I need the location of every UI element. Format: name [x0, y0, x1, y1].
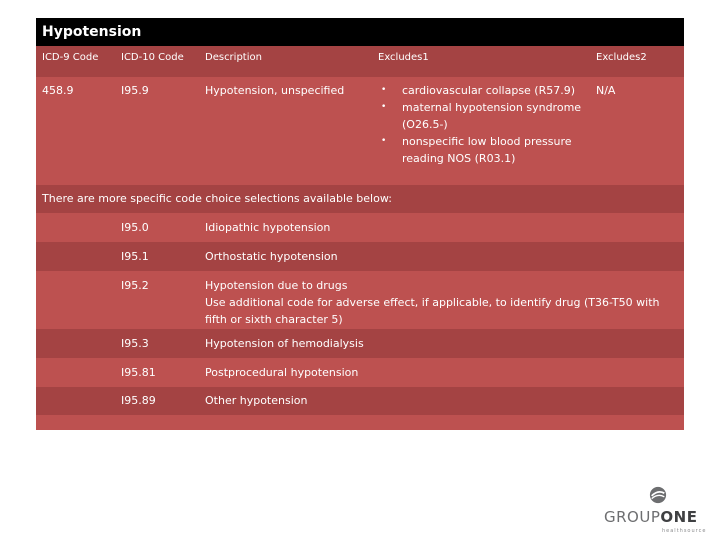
header-icd10: ICD-10 Code	[121, 52, 184, 63]
sub-code: I95.89	[121, 394, 156, 407]
list-item: • maternal hypotension syndrome (O26.5-)	[381, 99, 586, 133]
header-excludes2: Excludes2	[596, 52, 647, 63]
header-row	[36, 46, 684, 77]
logo-wordmark	[604, 508, 697, 526]
sub-description: Idiopathic hypotension	[205, 221, 331, 234]
sub-code: I95.2	[121, 279, 149, 292]
sub-description-note: Use additional code for adverse effect, if applicable, to identify drug (T36-T50 with fifth or sixth character 5)	[205, 296, 660, 326]
sub-code: I95.0	[121, 221, 149, 234]
header-icd9: ICD-9 Code	[42, 52, 99, 63]
icd10-code: I95.9	[121, 84, 149, 97]
sub-description: Hypotension due to drugs	[205, 279, 348, 292]
excludes2-value: N/A	[596, 84, 616, 97]
icd9-code: 458.9	[42, 84, 74, 97]
logo-tagline: healthsource	[662, 528, 707, 534]
sub-description: Other hypotension	[205, 394, 308, 407]
groupone-logo	[600, 484, 716, 536]
code-table	[36, 18, 684, 430]
header-description: Description	[205, 52, 262, 63]
sub-description: Orthostatic hypotension	[205, 250, 338, 263]
table-row	[36, 271, 684, 329]
table-row	[36, 213, 684, 242]
table-row	[36, 358, 684, 387]
sub-code: I95.81	[121, 366, 156, 379]
main-description: Hypotension, unspecified	[205, 84, 345, 97]
note-row	[36, 185, 684, 213]
logo-text-bold: ONE	[660, 508, 698, 526]
table-row	[36, 387, 684, 415]
table-row-empty	[36, 415, 684, 430]
table-row	[36, 329, 684, 358]
logo-mark-icon	[649, 486, 667, 504]
sub-code: I95.3	[121, 337, 149, 350]
sub-code: I95.1	[121, 250, 149, 263]
list-item: • cardiovascular collapse (R57.9)	[381, 82, 586, 99]
sub-description: Postprocedural hypotension	[205, 366, 359, 379]
logo-text-light: GROUP	[604, 508, 661, 526]
list-item: • nonspecific low blood pressure reading NOS (R03.1)	[381, 133, 586, 167]
main-code-row	[36, 77, 684, 185]
note-text: There are more specific code choice selections available below:	[42, 192, 392, 205]
header-excludes1: Excludes1	[378, 52, 429, 63]
sub-description: Hypotension of hemodialysis	[205, 337, 364, 350]
excludes1-list	[381, 82, 586, 167]
table-title: Hypotension	[36, 18, 684, 46]
sub-description-block	[205, 277, 679, 328]
table-row	[36, 242, 684, 271]
